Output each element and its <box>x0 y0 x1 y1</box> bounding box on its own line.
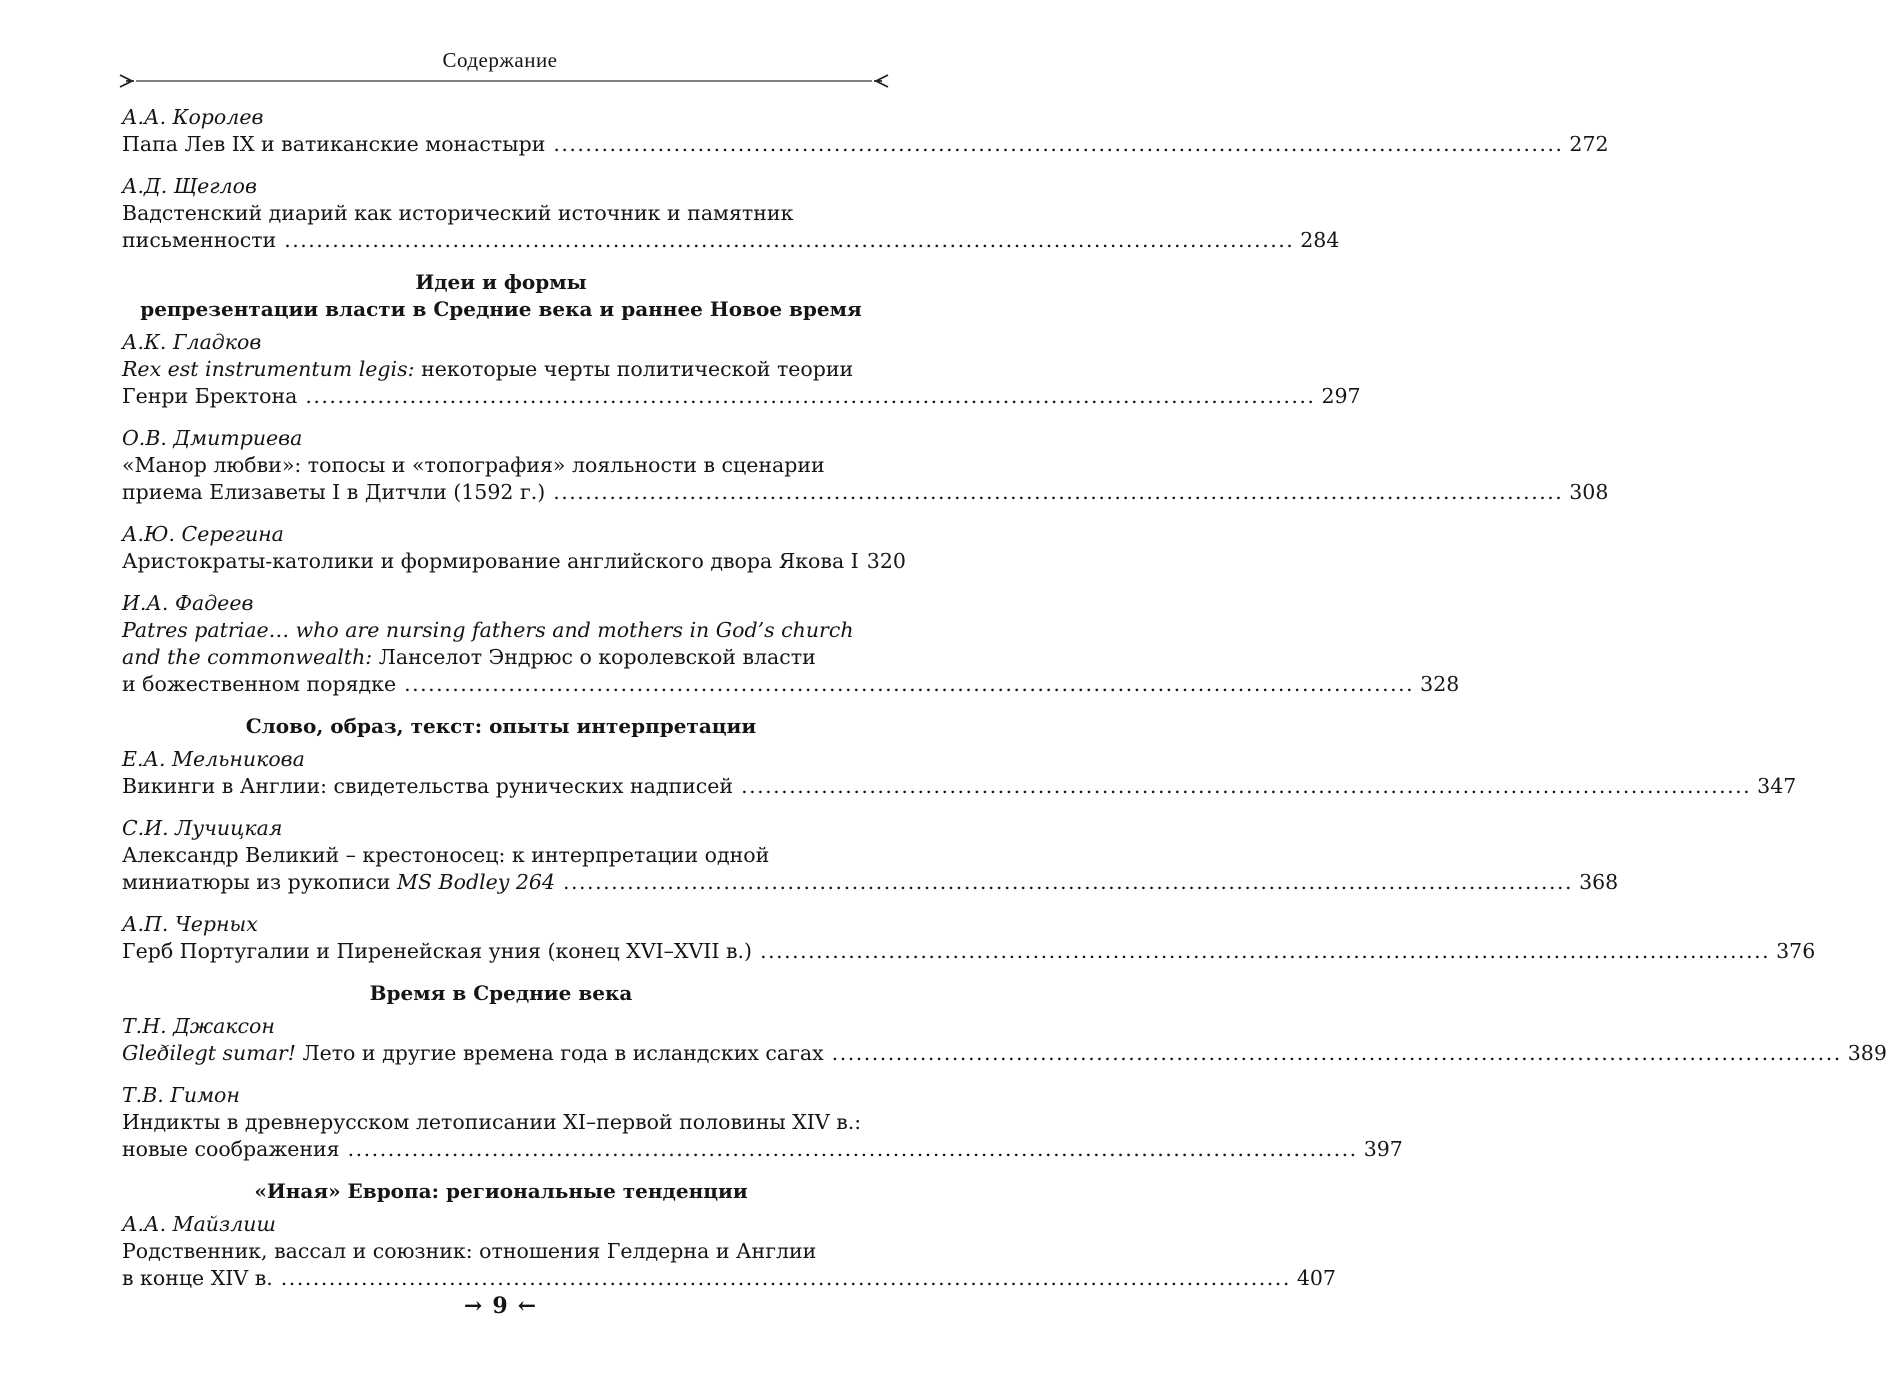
entry-title-cont: в конце XIV в. <box>122 1266 273 1290</box>
toc-entry <box>122 1082 1403 1163</box>
toc-entry <box>122 425 1609 506</box>
dot-leader: .............................................................................................................................. <box>563 870 1574 894</box>
entry-title: Родственник, вассал и союзник: отношения Гелдерна и Англии <box>122 1239 817 1263</box>
entry-title <box>122 356 880 383</box>
entry-author: А.К. Гладков <box>122 330 262 354</box>
section-heading-line: Слово, образ, текст: опыты интерпретации <box>245 714 757 738</box>
entry-title-line <box>122 671 1460 698</box>
page-number: 284 <box>1300 228 1340 252</box>
entry-author: А.П. Черных <box>122 912 258 936</box>
dot-leader: .............................................................................................................................. <box>404 672 1415 696</box>
entry-title-line <box>122 938 1816 965</box>
entry-title-line <box>122 131 1609 158</box>
entry-title-cont <box>122 869 555 896</box>
page-number: 376 <box>1776 939 1816 963</box>
entry-title-line <box>122 548 906 575</box>
entry-title-rest: Ланселот Эндрюс о королевской власти <box>372 645 816 669</box>
entry-title <box>122 1040 824 1067</box>
entry-title: «Манор любви»: топосы и «топография» лояльности в сценарии <box>122 453 825 477</box>
toc-entry <box>122 329 1361 410</box>
section-heading-line: «Иная» Европа: региональные тенденции <box>254 1179 748 1203</box>
entry-author: Е.А. Мельникова <box>122 747 305 771</box>
entry-title-line <box>122 227 1340 254</box>
entry-author: А.Д. Щеглов <box>122 174 257 198</box>
entry-author: А.Ю. Серегина <box>122 522 284 546</box>
entry-title-cont: Генри Бректона <box>122 384 298 408</box>
toc-entry <box>122 104 1609 158</box>
toc-entry <box>122 173 1340 254</box>
folio-number: 9 <box>492 1293 508 1319</box>
page-number: 272 <box>1569 132 1609 156</box>
page-number: 320 <box>866 549 906 573</box>
toc-entry <box>122 911 1816 965</box>
section-heading <box>122 713 880 740</box>
page-number: 297 <box>1321 384 1361 408</box>
dot-leader: .............................................................................................................................. <box>553 132 1564 156</box>
entry-title: Индикты в древнерусском летописании XI–первой половины XIV в.: <box>122 1110 862 1134</box>
toc-entry <box>122 1013 1887 1067</box>
entry-author: О.В. Дмитриева <box>122 426 303 450</box>
page-number: 407 <box>1296 1266 1336 1290</box>
section-heading <box>122 1178 880 1205</box>
page-number: 328 <box>1420 672 1460 696</box>
page-number: 308 <box>1569 480 1609 504</box>
entry-title-rest: некоторые черты политической теории <box>414 357 854 381</box>
table-of-contents <box>122 104 1887 1307</box>
running-title: Содержание <box>442 48 558 72</box>
entry-title: Аристократы-католики и формирование английского двора Якова I <box>122 549 859 573</box>
header-ornament-rule <box>118 72 890 90</box>
entry-author: И.А. Фадеев <box>122 591 254 615</box>
dot-leader: .............................................................................................................................. <box>741 774 1752 798</box>
toc-entry <box>122 590 1460 698</box>
section-heading <box>122 980 880 1007</box>
toc-entry <box>122 746 1797 800</box>
entry-author: Т.Н. Джаксон <box>122 1014 275 1038</box>
dot-leader: .............................................................................................................................. <box>284 228 1295 252</box>
entry-title-cont: новые соображения <box>122 1137 340 1161</box>
entry-title-cont: и божественном порядке <box>122 672 397 696</box>
entry-title: Папа Лев IX и ватиканские монастыри <box>122 132 546 156</box>
entry-title-cont: письменности <box>122 228 277 252</box>
entry-title-line <box>122 869 1619 896</box>
section-heading-line: Время в Средние века <box>369 981 633 1005</box>
arrow-right-icon: → <box>463 1293 483 1319</box>
entry-author: С.И. Лучицкая <box>122 816 283 840</box>
entry-title-line <box>122 1040 1887 1067</box>
page-number: 397 <box>1363 1137 1403 1161</box>
dot-leader: .............................................................................................................................. <box>280 1266 1291 1290</box>
entry-title-rest: миниатюры из рукописи <box>122 870 397 894</box>
entry-author: А.А. Майзлиш <box>122 1212 276 1236</box>
entry-author: Т.В. Гимон <box>122 1083 240 1107</box>
entry-title-cont: приема Елизаветы I в Дитчли (1592 г.) <box>122 480 546 504</box>
entry-title: Вадстенский диарий как исторический источник и памятник <box>122 201 794 225</box>
dot-leader: .............................................................................................................................. <box>305 384 1316 408</box>
entry-author: А.А. Королев <box>122 105 264 129</box>
dot-leader: .............................................................................................................................. <box>553 480 1564 504</box>
entry-title-line <box>122 1265 1336 1292</box>
entry-title-italic: Gleðilegt sumar! <box>122 1041 296 1065</box>
entry-title-line <box>122 773 1797 800</box>
arrow-left-icon: ← <box>517 1293 537 1319</box>
entry-title-italic: Rex est instrumentum legis: <box>122 357 415 381</box>
entry-title-line <box>122 1136 1403 1163</box>
entry-title-line <box>122 479 1609 506</box>
dot-leader: .............................................................................................................................. <box>760 939 1771 963</box>
entry-title-italic: and the commonwealth: <box>122 645 373 669</box>
toc-entry <box>122 815 1619 896</box>
page-number: 368 <box>1579 870 1619 894</box>
toc-entry <box>122 521 906 575</box>
dot-leader: .............................................................................................................................. <box>831 1041 1842 1065</box>
entry-title: Patres patriae… who are nursing fathers and mothers in God’s church <box>122 618 854 642</box>
entry-title-italic: MS Bodley 264 <box>397 870 555 894</box>
entry-title-line <box>122 383 1361 410</box>
section-heading-line: репрезентации власти в Средние века и раннее Новое время <box>140 297 862 321</box>
entry-title-rest: Лето и другие времена года в исландских сагах <box>295 1041 824 1065</box>
section-heading <box>122 269 880 323</box>
folio <box>0 1293 1000 1319</box>
entry-title-cont <box>122 644 880 671</box>
entry-title: Викинги в Англии: свидетельства рунических надписей <box>122 774 734 798</box>
page-number: 347 <box>1757 774 1797 798</box>
entry-title: Герб Португалии и Пиренейская уния (конец XVI–XVII в.) <box>122 939 753 963</box>
page-number: 389 <box>1847 1041 1887 1065</box>
dot-leader: .............................................................................................................................. <box>347 1137 1358 1161</box>
toc-entry <box>122 1211 1336 1292</box>
section-heading-line: Идеи и формы <box>415 270 587 294</box>
entry-title: Александр Великий – крестоносец: к интерпретации одной <box>122 843 770 867</box>
